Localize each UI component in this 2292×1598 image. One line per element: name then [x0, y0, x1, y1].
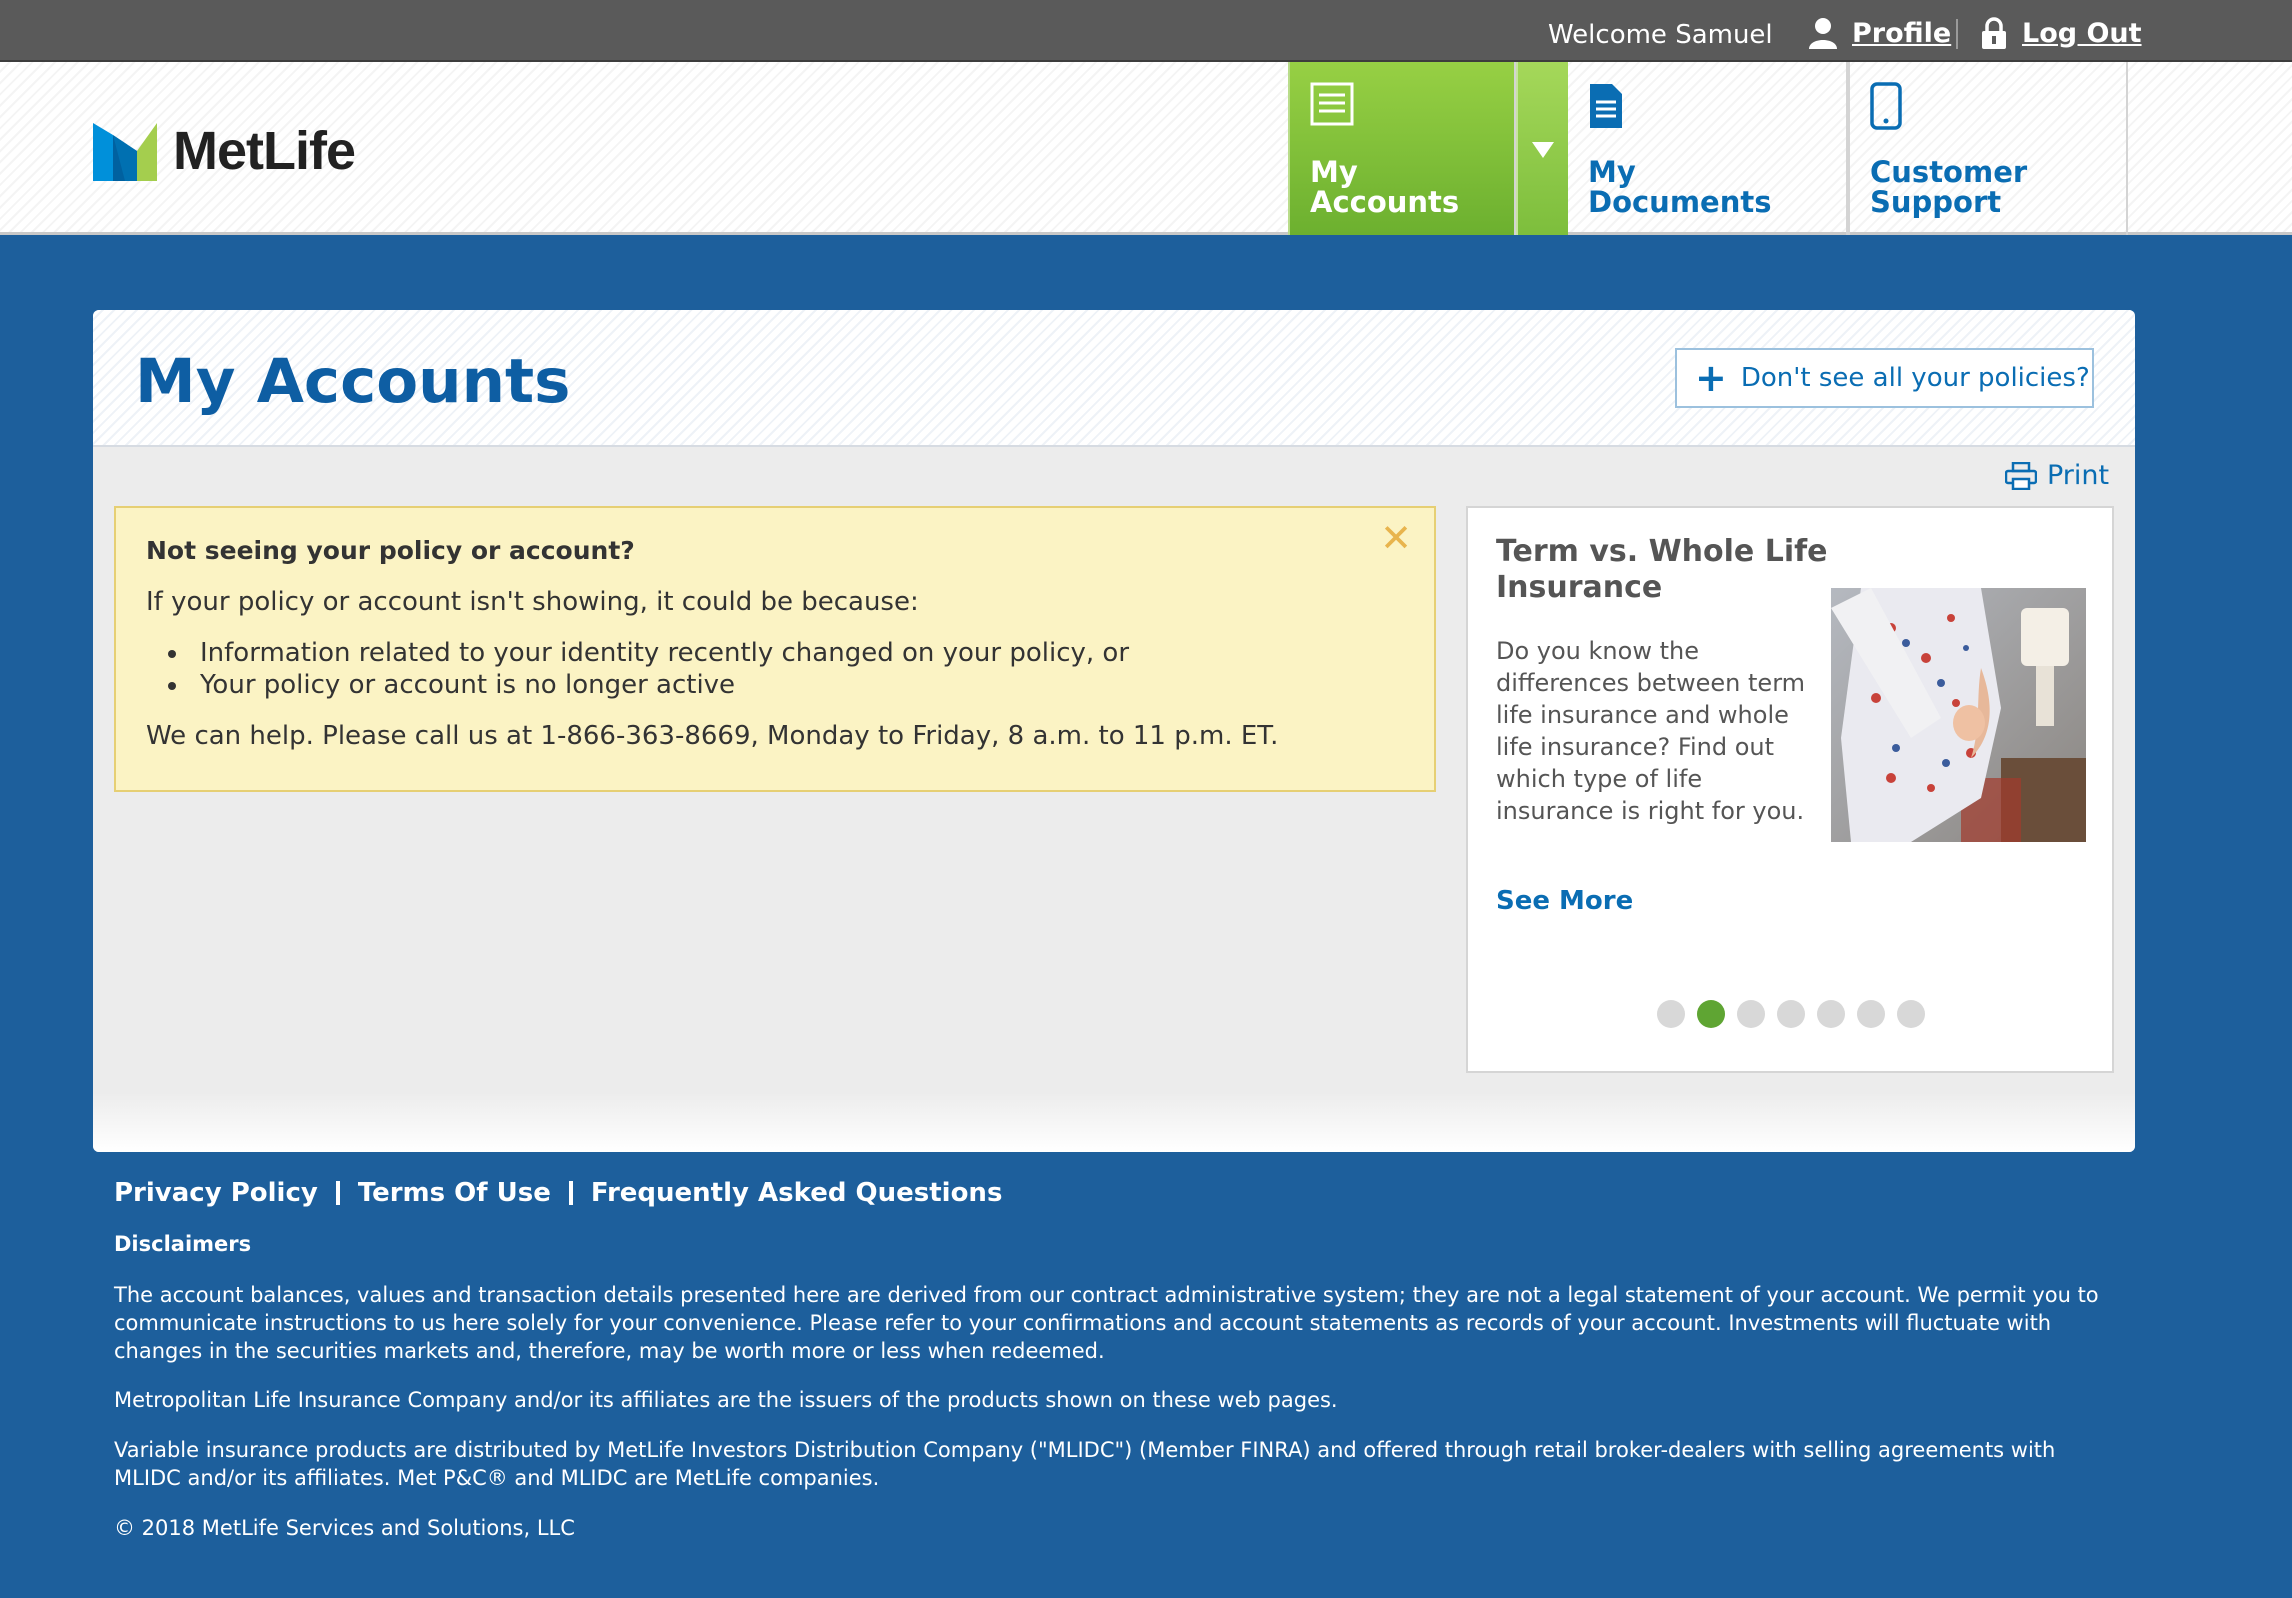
- carousel-dot[interactable]: [1817, 1000, 1845, 1028]
- nav-customer-support[interactable]: [1848, 62, 2128, 235]
- carousel-dot[interactable]: [1857, 1000, 1885, 1028]
- nav-my-documents[interactable]: [1568, 62, 1848, 235]
- nav-customer-support-label: Customer Support: [1870, 155, 2028, 219]
- promo-image: [1831, 588, 2086, 842]
- missing-policies-label: Don't see all your policies?: [1740, 363, 2090, 393]
- page-title: My Accounts: [135, 346, 571, 417]
- alert-intro: If your policy or account isn't showing, it could be because:: [146, 587, 919, 617]
- plus-icon: +: [1695, 356, 1727, 400]
- privacy-policy-link[interactable]: Privacy Policy: [114, 1178, 318, 1208]
- chevron-down-icon: [1532, 142, 1554, 158]
- missing-policy-alert: [114, 506, 1436, 792]
- list-item: Your policy or account is no longer active: [146, 669, 1404, 701]
- disclaimer-issuers: Metropolitan Life Insurance Company and/or its affiliates are the issuers of the products shown on these web pages.: [114, 1388, 1338, 1412]
- accounts-panel: [93, 310, 2135, 1152]
- disclaimer-account-balances: The account balances, values and transaction details presented here are derived from our contract administrative system; they are not a legal statement of your account. We permit you to communicate instructions to us here solely for your convenience. Please refer to your confirmations and account statements as records of your account. Investments will fluctuate with changes in the securities markets and, therefore, may be worth more or less when redeemed.: [114, 1283, 2099, 1363]
- panel-header: [93, 310, 2135, 447]
- promo-title: Term vs. Whole Life Insurance: [1496, 534, 1828, 605]
- footer-links: [114, 1178, 1002, 1208]
- family-photo-illustration: [1831, 588, 2086, 842]
- footer-divider: [336, 1181, 340, 1205]
- print-link[interactable]: [2005, 460, 2109, 491]
- mobile-phone-icon: [1870, 82, 1902, 130]
- carousel-dot[interactable]: [1777, 1000, 1805, 1028]
- site-header: [0, 62, 2292, 235]
- profile-label: Profile: [1852, 17, 1952, 49]
- carousel-dot[interactable]: [1737, 1000, 1765, 1028]
- disclaimer-variable-products: Variable insurance products are distributed by MetLife Investors Distribution Company ("MLIDC") (Member FINRA) and offered through retail broker-dealers with selling agreements with MLIDC and/or its affiliates. Met P&C® and MLIDC are MetLife companies.: [114, 1438, 2056, 1490]
- panel-footer-fade: [93, 1092, 2135, 1152]
- copyright-notice: © 2018 MetLife Services and Solutions, LLC: [114, 1516, 575, 1540]
- promo-card: [1466, 506, 2114, 1073]
- lock-icon: [1980, 17, 2008, 49]
- nav-my-documents-label: My Documents: [1588, 155, 1772, 219]
- print-label: Print: [2047, 460, 2110, 491]
- list-icon: [1310, 82, 1354, 126]
- promo-text: Do you know the differences between term life insurance and whole life insurance? Find out which type of life insurance is right for you.: [1496, 637, 1806, 825]
- user-icon: [1808, 17, 1838, 49]
- alert-help-text: We can help. Please call us at 1-866-363-8669, Monday to Friday, 8 a.m. to 11 p.m. ET.: [146, 721, 1279, 751]
- profile-link[interactable]: [1808, 17, 1951, 49]
- nav-accounts-dropdown-toggle[interactable]: [1516, 62, 1568, 235]
- logo-wordmark: MetLife: [173, 121, 355, 181]
- terms-of-use-link[interactable]: Terms Of Use: [357, 1178, 551, 1208]
- list-item: Information related to your identity recently changed on your policy, or: [146, 637, 1404, 669]
- welcome-message: Welcome Samuel: [1548, 20, 1773, 50]
- carousel-pagination: [1657, 1000, 1925, 1028]
- footer-divider: [569, 1181, 573, 1205]
- alert-reasons-list: [146, 637, 1404, 701]
- metlife-logo[interactable]: [93, 120, 355, 182]
- carousel-dot[interactable]: [1657, 1000, 1685, 1028]
- see-more-link[interactable]: See More: [1496, 886, 1634, 916]
- top-bar: [0, 0, 2292, 62]
- disclaimers-heading: Disclaimers: [114, 1232, 252, 1256]
- metlife-logo-mark: [93, 121, 157, 181]
- carousel-dot[interactable]: [1897, 1000, 1925, 1028]
- topbar-divider: [1956, 19, 1958, 49]
- carousel-dot-active[interactable]: [1697, 1000, 1725, 1028]
- nav-my-accounts[interactable]: [1288, 62, 1516, 235]
- close-icon[interactable]: ✕: [1380, 516, 1412, 560]
- logout-label: Log Out: [2022, 17, 2142, 49]
- nav-my-accounts-label: My Accounts: [1310, 155, 1460, 219]
- printer-icon: [2005, 462, 2037, 490]
- faq-link[interactable]: Frequently Asked Questions: [590, 1178, 1003, 1208]
- alert-title: Not seeing your policy or account?: [146, 536, 635, 565]
- missing-policies-button[interactable]: [1675, 348, 2094, 408]
- document-icon: [1588, 82, 1624, 130]
- logout-link[interactable]: [1980, 17, 2142, 49]
